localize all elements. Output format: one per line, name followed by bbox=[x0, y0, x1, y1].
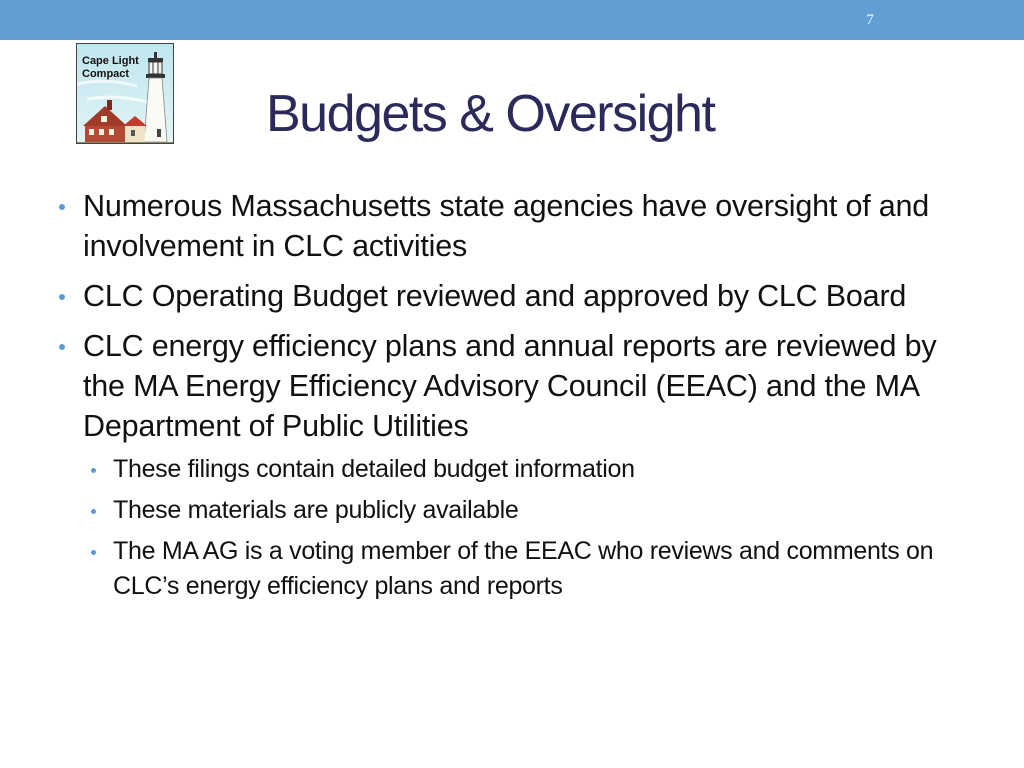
bullet-dot-icon bbox=[91, 550, 96, 555]
slide-number: 7 bbox=[866, 12, 874, 28]
sub-bullet-text: These materials are publicly available bbox=[113, 496, 519, 524]
slide-title: Budgets & Oversight bbox=[266, 85, 715, 143]
bullet-list bbox=[58, 186, 958, 610]
svg-text:Compact: Compact bbox=[82, 68, 130, 80]
bullet-dot-icon bbox=[91, 509, 96, 514]
svg-text:Cape Light: Cape Light bbox=[82, 55, 139, 67]
bullet-text: CLC energy efficiency plans and annual reports are reviewed by the MA Energy Efficiency Advisory Council (EEAC) and the MA Department of Public Utilities bbox=[83, 329, 937, 443]
cape-light-compact-logo bbox=[76, 43, 174, 144]
bullet-dot-icon bbox=[59, 204, 65, 210]
sub-bullet-item bbox=[86, 534, 958, 604]
bullet-item bbox=[58, 186, 958, 266]
lighthouse-logo-icon bbox=[77, 44, 174, 144]
bullet-text: Numerous Massachusetts state agencies have oversight of and involvement in CLC activities bbox=[83, 189, 930, 263]
sub-bullet-item bbox=[86, 493, 958, 528]
sub-bullet-list bbox=[86, 452, 958, 604]
bullet-dot-icon bbox=[91, 468, 96, 473]
bullet-dot-icon bbox=[59, 294, 65, 300]
bullet-item bbox=[58, 326, 958, 446]
bullet-item bbox=[58, 276, 958, 316]
sub-bullet-item bbox=[86, 452, 958, 487]
bullet-dot-icon bbox=[59, 344, 65, 350]
top-header-bar bbox=[0, 0, 1024, 40]
sub-bullet-text: These filings contain detailed budget information bbox=[113, 455, 635, 483]
bullet-text: CLC Operating Budget reviewed and approved by CLC Board bbox=[83, 279, 907, 313]
sub-bullet-text: The MA AG is a voting member of the EEAC who reviews and comments on CLC’s energy efficiency plans and reports bbox=[113, 537, 934, 600]
